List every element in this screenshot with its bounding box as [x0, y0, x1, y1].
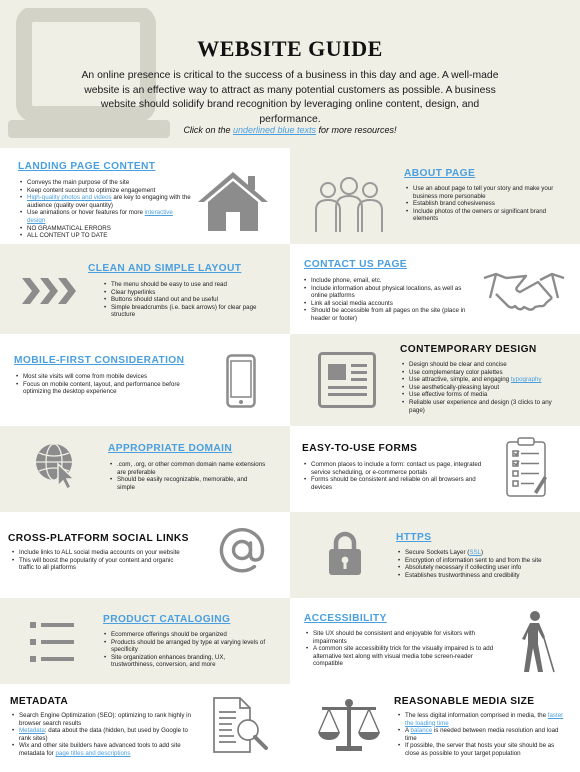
section-forms	[290, 426, 580, 512]
bullet-list	[398, 549, 574, 579]
bullet-item	[304, 285, 476, 300]
bullet-item	[398, 549, 574, 557]
bullet-text: Use effective forms of media	[409, 391, 488, 399]
bullet-text: Ecommerce offerings should be organized	[111, 631, 227, 638]
bullet-item	[406, 200, 566, 208]
bullet-list	[20, 179, 192, 240]
bullet-link[interactable]: interactive design	[27, 209, 173, 224]
section-landing	[0, 148, 290, 244]
bullet-text: ALL CONTENT UP TO DATE	[27, 232, 108, 240]
bullet-text: .com, .org, or other common domain name extensions are preferable	[117, 461, 266, 476]
bullet-item	[402, 391, 564, 399]
section-heading[interactable]: APPROPRIATE DOMAIN	[108, 443, 233, 454]
section-contemporary	[290, 334, 580, 426]
bullet-item	[12, 549, 190, 557]
document-magnifier-icon	[210, 696, 270, 754]
section-social	[0, 512, 290, 598]
bullet-text: A	[405, 727, 411, 735]
bullet-text: Buttons should stand out and be useful	[111, 296, 218, 304]
bullet-text: Search Engine Optimization (SEO): optimizing to rank highly in browser search results	[19, 712, 191, 727]
bullet-link[interactable]: faster the loading time	[405, 712, 564, 727]
section-heading: CONTEMPORARY DESIGN	[400, 344, 537, 355]
bullet-item	[12, 557, 190, 572]
bullet-item	[104, 304, 270, 319]
bullet-text: If possible, the server that hosts your site should be as close as possible to your target population	[405, 742, 555, 757]
bullet-list	[12, 712, 192, 758]
bullet-text: Common places to include a form: contact us page, integrated service scheduling, or e-commerce portals	[311, 461, 482, 476]
bullet-item	[12, 727, 192, 742]
section-clean-layout	[0, 244, 290, 334]
house-icon	[196, 168, 270, 234]
bullet-item	[304, 476, 484, 491]
bullet-text: Use animations or hover features for more	[27, 209, 145, 217]
bullet-text: Use aesthetically-pleasing layout	[409, 383, 500, 391]
bullet-text: Include phone, email, etc.	[311, 277, 382, 284]
bullet-item	[20, 232, 192, 240]
scales-icon	[316, 698, 382, 754]
bullet-item	[306, 630, 496, 645]
bullet-text: )	[481, 549, 484, 556]
bullet-item	[398, 564, 574, 572]
clipboard-form-icon	[504, 436, 548, 498]
bullet-text: are key to engaging with the audience (quality over quantity)	[27, 194, 191, 209]
bullet-item	[104, 289, 270, 297]
bullet-item	[304, 277, 476, 285]
bullet-item	[398, 572, 574, 580]
bullet-text: Establishes trustworthiness and credibility	[405, 571, 520, 579]
bullet-list	[398, 712, 570, 758]
bullet-item	[304, 461, 484, 476]
bullet-item	[406, 185, 566, 200]
bullet-text: Clear hyperlinks	[111, 288, 156, 296]
bullet-text: is needed between media resolution and load time	[405, 727, 559, 742]
phone-icon	[226, 354, 256, 408]
section-heading[interactable]: LANDING PAGE CONTENT	[18, 161, 156, 172]
section-metadata	[0, 684, 290, 772]
bullet-list	[304, 461, 484, 491]
section-heading: REASONABLE MEDIA SIZE	[394, 696, 535, 707]
section-heading[interactable]: MOBILE-FIRST CONSIDERATION	[14, 355, 185, 366]
bullet-text: Absolutely necessary if collecting user info	[405, 564, 522, 572]
bullet-item	[402, 369, 564, 377]
bullet-item	[104, 281, 270, 289]
bullet-list	[402, 361, 564, 414]
section-heading[interactable]: CLEAN AND SIMPLE LAYOUT	[88, 263, 242, 274]
padlock-icon	[328, 530, 362, 576]
bullet-link[interactable]: SSL	[469, 549, 482, 556]
bullet-list	[12, 549, 190, 572]
bullet-link[interactable]: typography	[510, 376, 542, 384]
page-header	[0, 0, 580, 148]
section-domain	[0, 426, 290, 512]
section-catalog	[0, 598, 290, 684]
bullet-text: A common site accessibility trick for the visually impaired is to add alternative text along with visual media tobe screen-reader compatible	[313, 645, 494, 668]
bullet-text: Include information about physical locations, as well as online platforms	[311, 284, 462, 300]
bullet-item	[398, 557, 574, 565]
people-icon	[314, 176, 384, 234]
bullet-item	[398, 727, 570, 742]
bullet-text: Conveys the main purpose of the site	[27, 179, 130, 186]
bullet-item	[16, 381, 194, 396]
bullet-text: : data about the data (hidden, but used by Google to rank sites)	[19, 727, 188, 742]
bullet-item	[398, 712, 570, 727]
bullet-text: Use attractive, simple, and engaging	[409, 376, 511, 384]
bullet-item	[104, 631, 268, 639]
bullet-item	[16, 373, 194, 381]
bullet-text: Keep content succinct to optimize engagement	[27, 186, 156, 194]
bullet-item	[110, 461, 266, 476]
bullet-item	[406, 208, 566, 223]
bullet-text: Most site visits will come from mobile devices	[23, 373, 148, 380]
blind-person-icon	[522, 610, 556, 674]
bullet-item	[20, 209, 192, 224]
chevrons-icon	[22, 278, 76, 304]
section-https	[290, 512, 580, 598]
bullet-text: Reliable user experience and design (3 clicks to any page)	[409, 398, 552, 414]
bullet-text: Secure Sockets Layer (	[405, 549, 470, 556]
bullet-text: Link all social media accounts	[311, 299, 393, 307]
bullet-text: Encryption of information sent to and from the site	[405, 556, 542, 564]
bullet-text: The less digital information comprised in media, the	[405, 712, 548, 719]
section-heading[interactable]: CONTACT US PAGE	[304, 259, 407, 270]
bullet-list	[306, 630, 496, 668]
bullet-text: Design should be clear and concise	[409, 361, 507, 368]
resources-note: Click on the underlined blue texts for more resources!	[183, 125, 397, 135]
bullet-list	[104, 281, 270, 319]
bullet-item	[110, 476, 266, 491]
resources-link[interactable]: underlined blue texts	[232, 125, 317, 135]
bullet-list	[304, 277, 476, 323]
section-mobile	[0, 334, 290, 426]
bullet-item	[20, 194, 192, 209]
bullet-item	[402, 399, 564, 414]
bullet-link[interactable]: page titles and descriptions	[55, 749, 131, 757]
section-heading[interactable]: PRODUCT CATALOGING	[103, 614, 231, 625]
bullet-text: Should be accessible from all pages on the site (place in header or footer)	[311, 307, 466, 322]
bullet-list	[16, 373, 194, 396]
bullet-item	[104, 296, 270, 304]
handshake-icon	[482, 264, 566, 314]
bullet-list	[110, 461, 266, 491]
bullet-item	[402, 361, 564, 369]
section-heading[interactable]: ACCESSIBILITY	[304, 613, 387, 624]
bullet-text: Simple breadcrumbs (i.e. back arrows) for clear page structure	[111, 303, 257, 319]
section-heading[interactable]: HTTPS	[396, 532, 432, 543]
bullet-link[interactable]: balance	[410, 727, 433, 735]
layout-icon	[318, 352, 376, 408]
at-sign-icon	[218, 526, 266, 574]
bullet-text: Include links to ALL social media accounts on your website	[19, 549, 180, 556]
section-about	[290, 148, 580, 244]
bullet-text: The menu should be easy to use and read	[111, 281, 227, 288]
bullet-item	[20, 187, 192, 195]
bullet-text: Should be easily recognizable, memorable, and simple	[117, 476, 248, 491]
bullet-item	[304, 307, 476, 322]
bullet-text: Site UX should be consistent and enjoyable for visitors with impairments	[313, 630, 475, 645]
bullet-item	[20, 225, 192, 233]
bullet-text: Focus on mobile content, layout, and performance before optimizing the desktop experience	[23, 380, 180, 396]
section-contact	[290, 244, 580, 334]
bullet-item	[20, 179, 192, 187]
bullet-text: NO GRAMMATICAL ERRORS	[27, 224, 111, 232]
list-icon	[30, 620, 74, 664]
bullet-item	[304, 300, 476, 308]
bullet-text: This will boost the popularity of your content and organic traffic to all platforms	[19, 556, 174, 572]
bullet-item	[306, 645, 496, 668]
bullet-text: Use an about page to tell your story and make your business more personable	[413, 185, 554, 200]
bullet-list	[406, 185, 566, 223]
page-title: WEBSITE GUIDE	[197, 36, 383, 61]
section-media-size	[290, 684, 580, 772]
bullet-item	[12, 742, 192, 757]
bullet-text: Include photos of the owners or significant brand elements	[413, 207, 547, 223]
section-accessibility	[290, 598, 580, 684]
section-heading: EASY-TO-USE FORMS	[302, 443, 418, 454]
bullet-text: Forms should be consistent and reliable on all browsers and devices	[311, 476, 476, 491]
bullet-text: Use complementary color palettes	[409, 368, 503, 376]
bullet-text: Site organization enhances branding, UX, trustworthiness, conversion, and more	[111, 653, 226, 669]
bullet-item	[402, 376, 564, 384]
bullet-item	[398, 742, 570, 757]
bullet-text: Wix and other site builders have advanced tools to add site metadata for	[19, 742, 181, 757]
bullet-item	[104, 654, 268, 669]
bullet-link[interactable]: High-quality photos and videos	[27, 194, 112, 202]
section-heading: METADATA	[10, 696, 69, 707]
bullet-item	[402, 384, 564, 392]
section-heading[interactable]: ABOUT PAGE	[404, 168, 476, 179]
bullet-item	[104, 639, 268, 654]
bullet-item	[12, 712, 192, 727]
bullet-list	[104, 631, 268, 669]
bullet-text: Establish brand cohesiveness	[413, 200, 495, 208]
bullet-text: Products should be arranged by type at varying levels of specificity	[111, 638, 266, 654]
intro-text: An online presence is critical to the success of a business in this day and age. A well-made website is an effective way to attract as many potential customers as possible. A business website should solidify brand recognition by leveraging online content, design, and performance.	[81, 70, 499, 125]
globe-cursor-icon	[34, 442, 80, 490]
section-heading: CROSS-PLATFORM SOCIAL LINKS	[8, 533, 189, 544]
bullet-link[interactable]: Metadata	[19, 727, 45, 735]
